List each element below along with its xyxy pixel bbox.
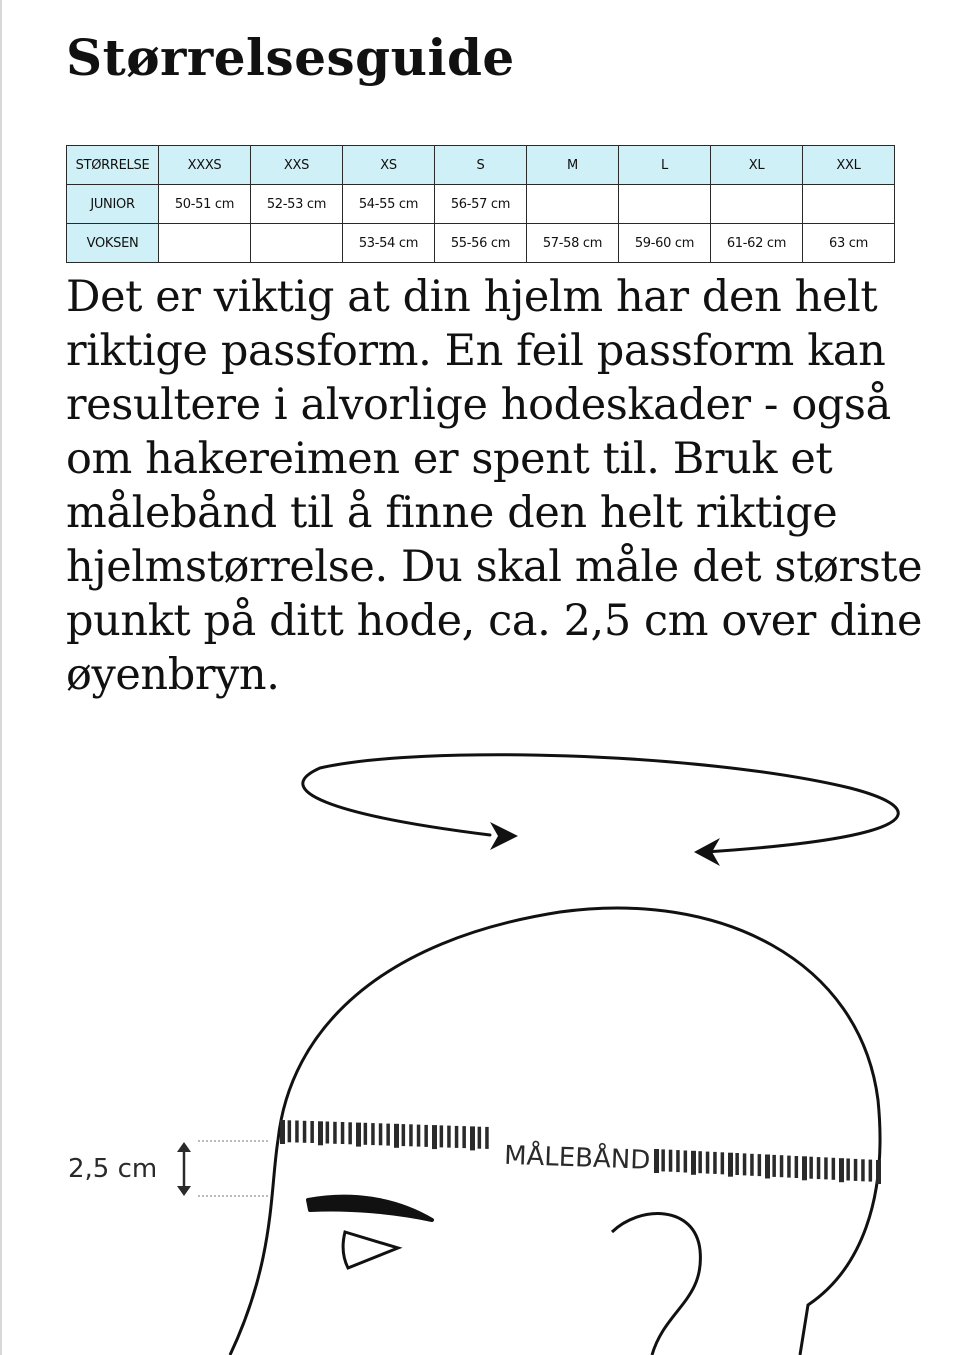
tape-tick [318,1121,323,1145]
size-table [66,145,895,263]
voksen-cell-m: 57-58 cm [527,224,619,263]
tape-tick [713,1152,717,1174]
tape-tick [447,1126,451,1148]
tape-tick [417,1125,421,1147]
tape-tick [765,1155,770,1179]
tape-tick [691,1151,696,1175]
voksen-cell-l: 59-60 cm [619,224,711,263]
voksen-cell-xxs [251,224,343,263]
size-header-m: M [527,146,619,185]
tape-tick [676,1150,680,1172]
tape-tick [728,1153,733,1177]
tape-tick [876,1160,881,1184]
tape-tick [455,1126,459,1148]
tape-tick [654,1149,659,1173]
head-outline [278,908,880,1355]
tape-tick [394,1124,399,1148]
description-text: Det er viktig at din hjelm har den helt riktige passform. En feil passform kan resultere i alvorlige hodeskader - også om hakereimen er spent til. Bruk et målebånd til å finne den helt riktige hjelmstørrelse. Du skal måle det største punkt på ditt hode, ca. 2,5 cm over dine øyenbryn. [66,272,923,700]
tape-tick [432,1125,437,1149]
junior-cell-xs: 54-55 cm [343,185,435,224]
tape-tick [839,1158,844,1182]
tape-label: MÅLEBÅND [503,1140,651,1176]
tape-tick [817,1157,821,1179]
table-row-junior [67,185,895,224]
size-header-xl: XL [711,146,803,185]
ear [612,1214,700,1355]
tape-tick [854,1159,858,1181]
tape-tick [440,1125,444,1147]
face-outline [230,1140,278,1355]
tape-tick [809,1157,813,1179]
tape-tick [379,1123,383,1145]
tape-tick [869,1160,873,1182]
tape-tick [758,1154,762,1176]
tape-tick [787,1156,791,1178]
tape-tick [698,1151,702,1173]
tape-tick [750,1154,754,1176]
tape-tick [424,1125,428,1147]
measuring-tape-left [280,1120,489,1150]
tape-tick [303,1121,307,1143]
junior-cell-xl [711,185,803,224]
measure-label: 2,5 cm [68,1154,158,1184]
tape-tick [371,1123,375,1145]
row-label-voksen: VOKSEN [67,224,159,263]
tape-tick [802,1156,807,1180]
tape-tick [356,1123,361,1147]
voksen-cell-xs: 53-54 cm [343,224,435,263]
tape-tick [824,1157,828,1179]
eyebrow [308,1197,432,1220]
size-header-xxs: XXS [251,146,343,185]
arrow-head-right-icon [490,822,518,850]
tape-tick [386,1124,390,1146]
junior-cell-xxxs: 50-51 cm [159,185,251,224]
tape-tick [780,1155,784,1177]
size-header-s: S [435,146,527,185]
table-header-label: STØRRELSE [67,146,159,185]
size-header-xs: XS [343,146,435,185]
tape-tick [743,1153,747,1175]
row-label-junior: JUNIOR [67,185,159,224]
tape-tick [795,1156,799,1178]
tape-tick [669,1150,673,1172]
tape-tick [341,1122,345,1144]
voksen-cell-xxxs [159,224,251,263]
tape-tick [721,1152,725,1174]
tape-tick [402,1124,406,1146]
tape-tick [462,1126,466,1148]
measuring-tape-right [654,1149,881,1184]
tape-tick [295,1121,299,1143]
size-header-l: L [619,146,711,185]
tape-tick [684,1151,688,1173]
tape-tick [478,1127,482,1149]
eye [343,1232,398,1268]
table-row-voksen [67,224,895,263]
rotation-arrow-icon [303,755,898,852]
voksen-cell-xxl: 63 cm [803,224,895,263]
tape-tick [772,1155,776,1177]
tape-tick [280,1120,285,1144]
tape-tick [485,1127,489,1149]
tape-tick [470,1126,475,1150]
tape-tick [832,1158,836,1180]
voksen-cell-s: 55-56 cm [435,224,527,263]
tape-tick [326,1122,330,1144]
table-header-row [67,146,895,185]
tape-tick [706,1152,710,1174]
size-header-xxxs: XXXS [159,146,251,185]
tape-tick [288,1120,292,1142]
tape-tick [364,1123,368,1145]
tape-tick [861,1159,865,1181]
junior-cell-xxs: 52-53 cm [251,185,343,224]
junior-cell-s: 56-57 cm [435,185,527,224]
voksen-cell-xl: 61-62 cm [711,224,803,263]
size-header-xxl: XXL [803,146,895,185]
tape-tick [735,1153,739,1175]
tape-tick [348,1122,352,1144]
head-measurement-illustration [0,730,960,1355]
tape-tick [661,1149,665,1171]
junior-cell-xxl [803,185,895,224]
measure-indicator [198,1141,270,1196]
tape-tick [409,1124,413,1146]
double-arrow-icon [177,1142,191,1196]
tape-tick [310,1121,314,1143]
tape-tick [333,1122,337,1144]
junior-cell-m [527,185,619,224]
junior-cell-l [619,185,711,224]
tape-tick [846,1159,850,1181]
page-title: Størrelsesguide [66,28,515,87]
